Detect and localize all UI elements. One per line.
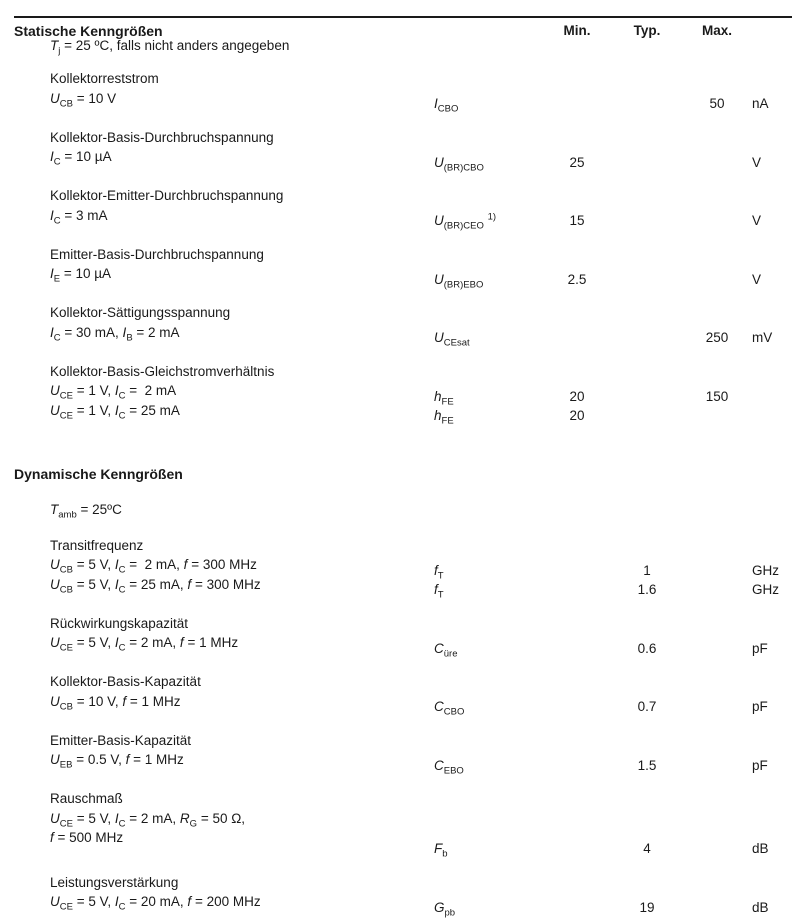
param-unit: V (752, 154, 762, 170)
param-min (542, 876, 612, 915)
header-max: Max. (701, 23, 732, 38)
table-row (14, 189, 792, 228)
header-rule (14, 16, 792, 18)
param-typ (612, 306, 682, 345)
param-min: 15 (569, 213, 585, 228)
param-condition: $U_{CB} = 5$ V, $I_C = 25$ mA, f = 300 MHz (50, 576, 261, 596)
param-typ: 1 1.6 (637, 562, 657, 597)
table-row (14, 734, 792, 773)
table-row (14, 72, 792, 111)
param-max (682, 675, 752, 714)
param-min: 20 20 (569, 388, 585, 423)
section-note-row (14, 39, 792, 53)
param-typ: 4 (643, 841, 651, 856)
param-condition: $U_{CE} = 1$ V, $I_C = 2$ mA (50, 383, 177, 402)
table-row (14, 539, 792, 597)
table-row (14, 675, 792, 714)
param-condition: $U_{CE} = 1$ V, $I_C = 25$ mA (50, 402, 180, 422)
param-typ: 1.5 (637, 757, 657, 773)
param-name: Leistungsverstärkung (50, 874, 179, 890)
param-min: 25 (569, 154, 585, 170)
param-symbol: $f_T$ $f_T$ (434, 562, 444, 601)
footnote-ref: 1) (487, 211, 497, 223)
param-name: Rauschmaß (50, 791, 123, 806)
param-max (682, 189, 752, 228)
param-unit: nA (752, 96, 769, 111)
param-min (542, 72, 612, 111)
header-min: Min. (563, 23, 591, 38)
param-description (14, 876, 434, 915)
param-unit: mV (752, 330, 773, 345)
section-note: $T_{amb}$ = 25ºC (50, 502, 122, 521)
param-name: Kollektor-Sättigungsspannung (50, 305, 231, 320)
section-note: $T_j = 25$ ºC, falls nicht anders angegeben (50, 37, 290, 57)
param-typ: 0.7 (637, 699, 657, 714)
param-symbol: $F_b$ (434, 841, 448, 860)
param-max (682, 248, 752, 287)
param-description (14, 189, 434, 228)
param-description (14, 248, 434, 287)
param-unit: dB (752, 841, 769, 856)
param-symbol: $U_{CEsat}$ (434, 330, 470, 349)
param-symbol: $U_{(BR)EBO}$ (434, 271, 484, 291)
param-typ (612, 365, 682, 423)
param-name: Kollektor-Emitter-Durchbruchspannung (50, 188, 284, 203)
param-description (14, 792, 434, 856)
param-name: Transitfrequenz (50, 537, 144, 553)
param-description (14, 675, 434, 714)
param-description (14, 72, 434, 111)
param-condition: $I_C = 10$ µA (50, 149, 112, 168)
param-min (542, 675, 612, 714)
param-max: 150 (705, 388, 729, 404)
param-description (14, 734, 434, 773)
param-max (682, 617, 752, 656)
param-symbol: $I_{CBO}$ (434, 96, 459, 115)
param-symbol: $C_{EBO}$ (434, 757, 464, 777)
section-note-row (14, 503, 792, 517)
section-title: Dynamische Kenngrößen (14, 465, 183, 482)
param-condition: $U_{CB} = 5$ V, $I_C = 2$ mA, f = 300 MHz (50, 557, 257, 576)
param-name: Kollektor-Basis-Durchbruchspannung (50, 129, 274, 145)
param-min (542, 792, 612, 856)
section-title-static: Statische Kenngrößen (14, 23, 163, 39)
param-typ (612, 72, 682, 111)
param-symbol: $h_{FE}$ $h_{FE}$ (434, 388, 454, 427)
param-description (14, 131, 434, 170)
table-header-row (14, 24, 792, 39)
param-name: Emitter-Basis-Kapazität (50, 732, 192, 748)
table-row (14, 365, 792, 423)
param-typ (612, 248, 682, 287)
param-symbol: $U_{(BR)CBO}$ (434, 154, 484, 174)
param-symbol: $G_{pb}$ (434, 899, 456, 918)
param-symbol: $C_{CBO}$ (434, 699, 465, 718)
param-min (542, 539, 612, 597)
param-symbol: $C_{üre}$ (434, 640, 458, 660)
param-unit: V (752, 213, 762, 228)
param-unit: pF (752, 757, 768, 773)
param-unit: GHz GHz (752, 562, 779, 597)
param-name: Kollektor-Basis-Gleichstromverhältnis (50, 363, 275, 379)
param-unit: dB (752, 899, 769, 915)
param-name: Kollektorreststrom (50, 71, 159, 86)
table-row (14, 792, 792, 856)
param-description (14, 617, 434, 656)
param-min (542, 617, 612, 656)
table-row (14, 617, 792, 656)
param-typ: 0.6 (637, 640, 657, 656)
param-name: Emitter-Basis-Durchbruchspannung (50, 246, 264, 262)
table-row (14, 876, 792, 915)
param-max: 50 (709, 96, 725, 111)
param-min: 2.5 (567, 271, 587, 287)
param-condition: $U_{CE} = 5$ V, $I_C = 2$ mA, $R_G = 50$ Ω, (50, 810, 246, 830)
param-symbol: $U_{(BR)CEO}$ $^{1)}$ (434, 211, 497, 232)
param-condition: $U_{CE} = 5$ V, $I_C = 2$ mA, f = 1 MHz (50, 635, 239, 654)
header-typ: Typ. (633, 23, 661, 38)
param-max: 250 (705, 330, 729, 345)
param-max (682, 131, 752, 170)
param-condition: $U_{EB} = 0.5$ V, f = 1 MHz (50, 752, 184, 771)
param-condition: $I_C = 3$ mA (50, 207, 108, 227)
header-symbol-col (434, 24, 542, 39)
param-min (542, 306, 612, 345)
param-max (682, 792, 752, 856)
param-condition: $I_C = 30$ mA, $I_B = 2$ mA (50, 324, 180, 344)
param-typ (612, 189, 682, 228)
param-unit: pF (752, 640, 768, 656)
param-max (682, 734, 752, 773)
param-name: Kollektor-Basis-Kapazität (50, 674, 201, 689)
table-row (14, 306, 792, 345)
param-description (14, 539, 434, 597)
section-header-row (14, 467, 792, 482)
param-condition: $U_{CB} = 10$ V, f = 1 MHz (50, 693, 181, 713)
specifications-table (14, 23, 792, 918)
param-max (682, 876, 752, 915)
param-description (14, 365, 434, 423)
param-condition: $U_{CB} = 10$ V (50, 90, 117, 110)
param-min (542, 734, 612, 773)
param-unit: pF (752, 699, 768, 714)
param-condition: $I_E = 10$ µA (50, 266, 112, 285)
header-unit-col (752, 24, 792, 39)
param-typ (612, 131, 682, 170)
param-unit: V (752, 271, 762, 287)
param-condition: f = 500 MHz (50, 830, 124, 845)
param-typ: 19 (639, 899, 655, 915)
param-unit (752, 365, 792, 423)
param-description (14, 306, 434, 345)
param-name: Rückwirkungskapazität (50, 615, 189, 631)
table-row (14, 248, 792, 287)
param-condition: $U_{CE} = 5$ V, $I_C = 20$ mA, f = 200 MHz (50, 894, 261, 913)
table-row (14, 131, 792, 170)
param-max (682, 539, 752, 597)
